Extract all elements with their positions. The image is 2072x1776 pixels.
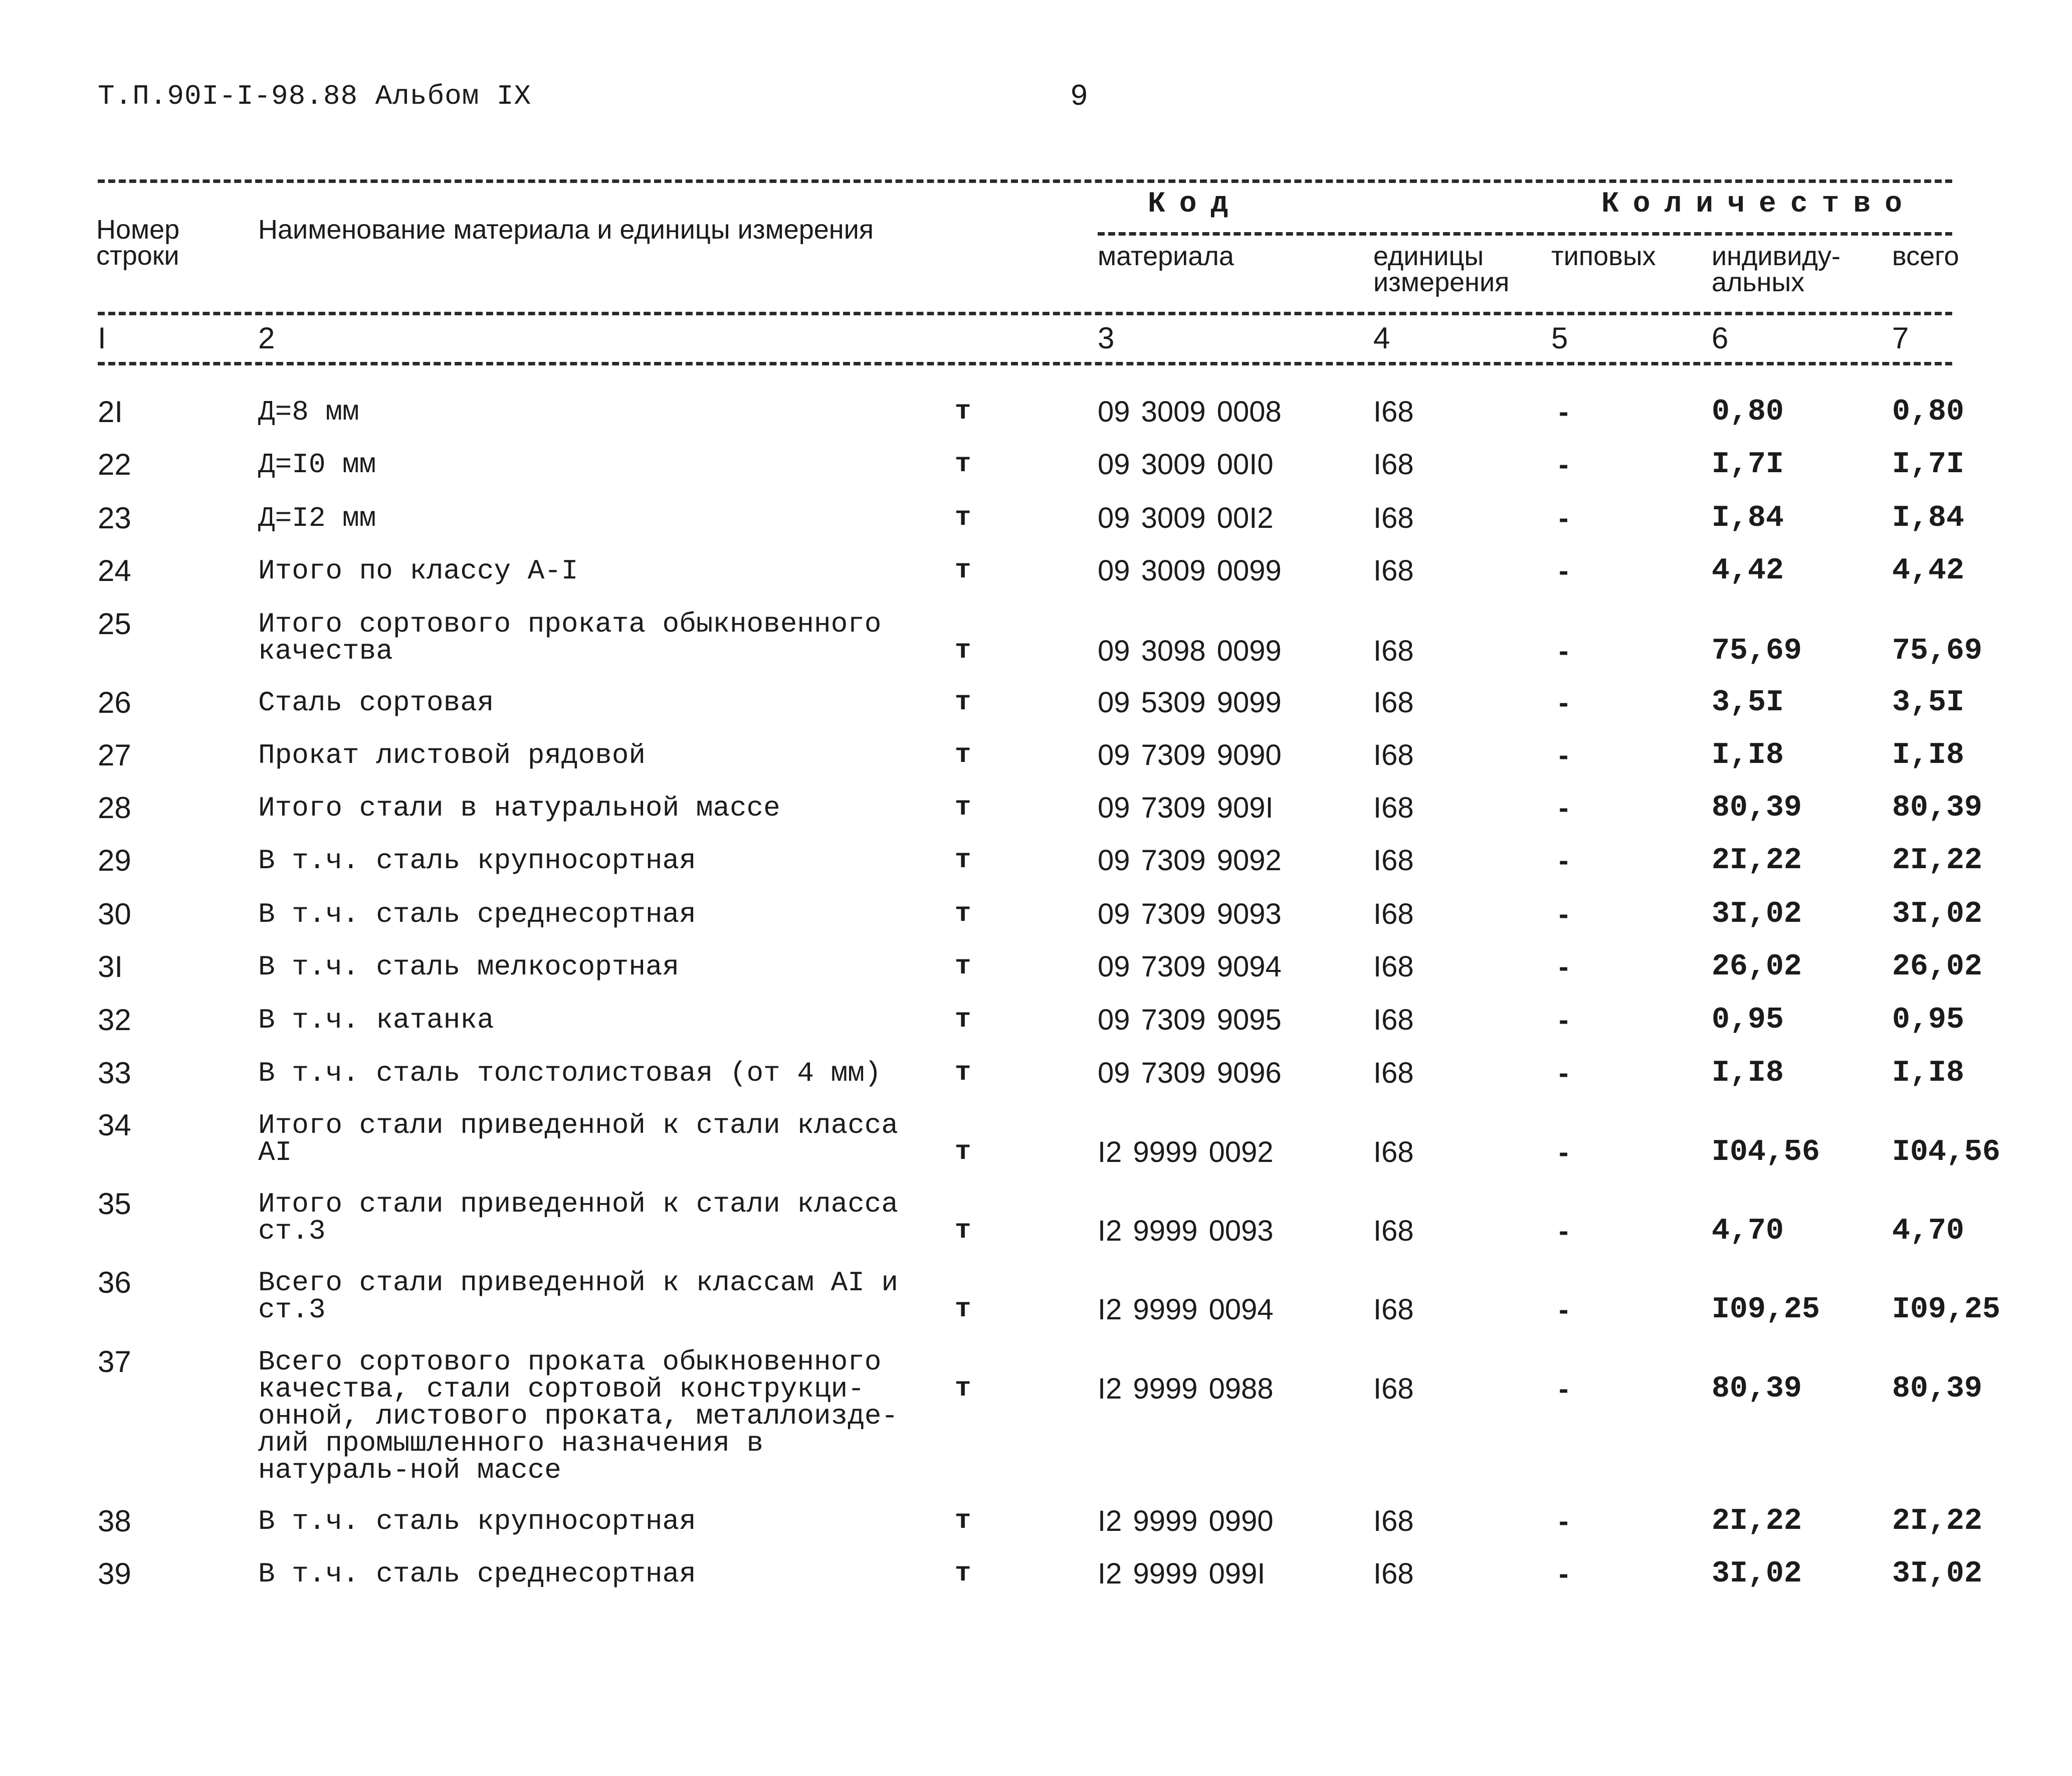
row-unit: т xyxy=(955,687,971,718)
header-name: Наименование материала и единицы измерения xyxy=(258,215,874,245)
row-qty-total: I04,56 xyxy=(1892,1135,2001,1169)
row-qty-typical: - xyxy=(1559,448,1569,481)
row-material-code: 09 7309 9092 xyxy=(1098,844,1282,877)
row-qty-individual: 80,39 xyxy=(1712,791,1802,825)
row-material-code: 09 5309 9099 xyxy=(1098,686,1282,719)
row-number: 2I xyxy=(98,395,123,429)
rule-code-group xyxy=(1098,232,1952,236)
row-qty-total: 80,39 xyxy=(1892,791,1983,825)
row-qty-typical: - xyxy=(1559,1557,1569,1590)
row-unit: т xyxy=(955,1137,971,1167)
row-unit-code: I68 xyxy=(1373,686,1414,719)
row-material-code: I2 9999 0988 xyxy=(1098,1372,1274,1405)
row-unit: т xyxy=(955,793,971,823)
row-name: В т.ч. катанка xyxy=(258,1004,494,1036)
row-name: В т.ч. сталь крупносортная xyxy=(258,845,696,877)
row-number: 36 xyxy=(98,1266,131,1299)
row-qty-individual: I09,25 xyxy=(1712,1293,1820,1327)
rule-colnum-bottom xyxy=(98,362,1952,365)
row-unit: т xyxy=(955,899,971,929)
row-unit-code: I68 xyxy=(1373,1293,1414,1326)
row-qty-individual: 4,70 xyxy=(1712,1214,1784,1248)
row-qty-total: 4,70 xyxy=(1892,1214,1965,1248)
row-number: 22 xyxy=(98,448,131,481)
row-number: 25 xyxy=(98,607,131,641)
row-number: 34 xyxy=(98,1108,131,1142)
row-qty-individual: 75,69 xyxy=(1712,634,1802,668)
row-unit: т xyxy=(955,1216,971,1246)
row-unit-code: I68 xyxy=(1373,739,1414,771)
row-qty-typical: - xyxy=(1559,844,1569,877)
row-name: Сталь сортовая xyxy=(258,687,494,719)
row-qty-total: I,I8 xyxy=(1892,1056,1965,1090)
row-unit: т xyxy=(955,1294,971,1325)
row-material-code: 09 3009 00I2 xyxy=(1098,502,1274,534)
row-qty-typical: - xyxy=(1559,1293,1569,1326)
row-qty-individual: 0,80 xyxy=(1712,395,1784,429)
row-qty-total: I,I8 xyxy=(1892,738,1965,772)
row-number: 37 xyxy=(98,1345,131,1378)
row-qty-individual: 3I,02 xyxy=(1712,897,1802,931)
row-material-code: 09 3098 0099 xyxy=(1098,635,1282,667)
header-qty-total: всего xyxy=(1892,241,1959,271)
row-number: 27 xyxy=(98,738,131,772)
row-number: 39 xyxy=(98,1557,131,1591)
row-qty-individual: 0,95 xyxy=(1712,1003,1784,1037)
row-qty-total: 2I,22 xyxy=(1892,844,1983,878)
row-qty-total: I,7I xyxy=(1892,448,1965,482)
row-qty-total: 3I,02 xyxy=(1892,1557,1983,1591)
row-material-code: 09 3009 0099 xyxy=(1098,554,1282,587)
row-unit: т xyxy=(955,1373,971,1404)
row-material-code: I2 9999 0094 xyxy=(1098,1293,1274,1326)
header-code-material: материала xyxy=(1098,241,1234,271)
header-qty-individual xyxy=(1712,243,1840,295)
row-name: Всего сортового проката обыкновенного качества, стали сортовой конструкци-онной, листового проката, металлоизде-лий промышленного назначения в натураль-ной массе xyxy=(258,1346,899,1486)
row-unit-code: I68 xyxy=(1373,554,1414,587)
row-qty-total: 2I,22 xyxy=(1892,1504,1983,1538)
row-qty-individual: I04,56 xyxy=(1712,1135,1820,1169)
row-material-code: I2 9999 0990 xyxy=(1098,1505,1274,1537)
row-number: 33 xyxy=(98,1056,131,1090)
row-qty-typical: - xyxy=(1559,1136,1569,1168)
row-unit: т xyxy=(955,555,971,586)
col-number-4: 4 xyxy=(1373,321,1390,355)
row-qty-total: 0,95 xyxy=(1892,1003,1965,1037)
row-unit-code: I68 xyxy=(1373,448,1414,481)
row-unit-code: I68 xyxy=(1373,396,1414,428)
header-code-unit-line2: измерения xyxy=(1373,267,1510,297)
col-number-1: I xyxy=(98,321,106,355)
row-unit-code: I68 xyxy=(1373,1057,1414,1089)
row-material-code: I2 9999 099I xyxy=(1098,1557,1266,1590)
row-qty-typical: - xyxy=(1559,635,1569,667)
rule-header-bottom xyxy=(98,312,1952,315)
row-number: 28 xyxy=(98,791,131,825)
row-qty-typical: - xyxy=(1559,739,1569,771)
row-qty-total: 0,80 xyxy=(1892,395,1965,429)
row-qty-total: 75,69 xyxy=(1892,634,1983,668)
row-name: Итого по классу А-I xyxy=(258,555,578,587)
row-qty-total: 26,02 xyxy=(1892,950,1983,984)
row-unit: т xyxy=(955,1506,971,1536)
row-qty-individual: 2I,22 xyxy=(1712,844,1802,878)
row-qty-typical: - xyxy=(1559,898,1569,930)
row-material-code: 09 7309 9095 xyxy=(1098,1004,1282,1036)
row-qty-individual: I,84 xyxy=(1712,501,1784,535)
row-number: 30 xyxy=(98,897,131,931)
header-code-group: Код xyxy=(1148,188,1242,221)
row-qty-individual: 26,02 xyxy=(1712,950,1802,984)
row-name: Д=I0 мм xyxy=(258,449,376,481)
row-unit: т xyxy=(955,1058,971,1088)
rule-top xyxy=(98,179,1952,183)
row-qty-typical: - xyxy=(1559,950,1569,983)
row-qty-typical: - xyxy=(1559,396,1569,428)
col-number-6: 6 xyxy=(1712,321,1729,355)
row-qty-typical: - xyxy=(1559,1215,1569,1247)
row-number: 3I xyxy=(98,950,123,983)
header-row-number-line1: Номер xyxy=(96,215,180,245)
row-material-code: 09 3009 00I0 xyxy=(1098,448,1274,481)
row-unit-code: I68 xyxy=(1373,844,1414,877)
row-number: 38 xyxy=(98,1504,131,1538)
row-number: 26 xyxy=(98,686,131,719)
row-unit-code: I68 xyxy=(1373,635,1414,667)
row-qty-individual: 80,39 xyxy=(1712,1372,1802,1406)
row-qty-typical: - xyxy=(1559,1057,1569,1089)
header-code-unit xyxy=(1373,243,1509,295)
row-name: Итого стали в натуральной массе xyxy=(258,792,780,824)
row-qty-total: 4,42 xyxy=(1892,554,1965,588)
row-qty-total: 3,5I xyxy=(1892,686,1965,720)
row-unit-code: I68 xyxy=(1373,1004,1414,1036)
row-number: 35 xyxy=(98,1187,131,1221)
row-name: В т.ч. сталь среднесортная xyxy=(258,1558,696,1590)
row-qty-total: I09,25 xyxy=(1892,1293,2001,1327)
row-qty-individual: I,I8 xyxy=(1712,738,1784,772)
row-qty-individual: I,I8 xyxy=(1712,1056,1784,1090)
row-name: Итого сортового проката обыкновенного качества xyxy=(258,608,882,667)
row-qty-individual: 4,42 xyxy=(1712,554,1784,588)
header-quantity-group: Количество xyxy=(1601,188,1917,221)
row-unit: т xyxy=(955,951,971,982)
row-unit-code: I68 xyxy=(1373,502,1414,534)
row-material-code: 09 7309 909I xyxy=(1098,792,1274,824)
header-row-number xyxy=(96,217,179,269)
row-qty-typical: - xyxy=(1559,554,1569,587)
col-number-2: 2 xyxy=(258,321,275,355)
row-name: В т.ч. сталь мелкосортная xyxy=(258,951,680,983)
row-qty-total: 3I,02 xyxy=(1892,897,1983,931)
row-unit: т xyxy=(955,397,971,427)
row-number: 32 xyxy=(98,1003,131,1037)
row-qty-individual: 3,5I xyxy=(1712,686,1784,720)
row-qty-typical: - xyxy=(1559,792,1569,824)
row-unit: т xyxy=(955,449,971,480)
row-name: Всего стали приведенной к классам АI и ст.3 xyxy=(258,1267,899,1326)
header-qty-individual-line1: индивиду- xyxy=(1712,241,1841,271)
header-qty-individual-line2: альных xyxy=(1712,267,1805,297)
row-unit-code: I68 xyxy=(1373,950,1414,983)
col-number-3: 3 xyxy=(1098,321,1115,355)
row-qty-individual: I,7I xyxy=(1712,448,1784,482)
row-unit-code: I68 xyxy=(1373,1136,1414,1168)
row-qty-typical: - xyxy=(1559,502,1569,534)
row-unit-code: I68 xyxy=(1373,1372,1414,1405)
row-name: Итого стали приведенной к стали класса ст.3 xyxy=(258,1188,899,1247)
row-qty-typical: - xyxy=(1559,686,1569,719)
page-number: 9 xyxy=(1070,80,1089,114)
row-qty-individual: 3I,02 xyxy=(1712,1557,1802,1591)
row-unit-code: I68 xyxy=(1373,1505,1414,1537)
row-unit-code: I68 xyxy=(1373,1557,1414,1590)
row-material-code: I2 9999 0093 xyxy=(1098,1215,1274,1247)
row-unit: т xyxy=(955,503,971,533)
row-name: Прокат листовой рядовой xyxy=(258,739,646,771)
row-material-code: 09 7309 9090 xyxy=(1098,739,1282,771)
col-number-7: 7 xyxy=(1892,321,1909,355)
row-material-code: 09 7309 9094 xyxy=(1098,950,1282,983)
row-material-code: 09 3009 0008 xyxy=(1098,396,1282,428)
row-name: В т.ч. сталь толстолистовая (от 4 мм) xyxy=(258,1057,882,1089)
header-qty-typical: типовых xyxy=(1551,241,1656,271)
header-code-unit-line1: единицы xyxy=(1373,241,1484,271)
row-name: Д=8 мм xyxy=(258,396,359,428)
document-title: Т.П.90I-I-98.88 Альбом IX xyxy=(98,80,532,112)
row-unit: т xyxy=(955,636,971,666)
row-name: Д=I2 мм xyxy=(258,502,376,534)
row-name: В т.ч. сталь среднесортная xyxy=(258,898,696,930)
row-unit: т xyxy=(955,740,971,770)
col-number-5: 5 xyxy=(1551,321,1568,355)
row-material-code: 09 7309 9093 xyxy=(1098,898,1282,930)
row-number: 29 xyxy=(98,844,131,877)
row-qty-individual: 2I,22 xyxy=(1712,1504,1802,1538)
row-qty-typical: - xyxy=(1559,1372,1569,1405)
row-qty-typical: - xyxy=(1559,1505,1569,1537)
row-number: 23 xyxy=(98,501,131,535)
row-qty-total: I,84 xyxy=(1892,501,1965,535)
row-unit-code: I68 xyxy=(1373,792,1414,824)
row-material-code: I2 9999 0092 xyxy=(1098,1136,1274,1168)
row-material-code: 09 7309 9096 xyxy=(1098,1057,1282,1089)
header-row-number-line2: строки xyxy=(96,241,179,271)
row-name: Итого стали приведенной к стали класса АI xyxy=(258,1109,899,1168)
row-unit: т xyxy=(955,1005,971,1035)
row-unit: т xyxy=(955,1558,971,1589)
row-unit-code: I68 xyxy=(1373,1215,1414,1247)
row-number: 24 xyxy=(98,554,131,587)
row-qty-typical: - xyxy=(1559,1004,1569,1036)
row-qty-total: 80,39 xyxy=(1892,1372,1983,1406)
row-unit: т xyxy=(955,845,971,876)
row-name: В т.ч. сталь крупносортная xyxy=(258,1505,696,1537)
row-unit-code: I68 xyxy=(1373,898,1414,930)
